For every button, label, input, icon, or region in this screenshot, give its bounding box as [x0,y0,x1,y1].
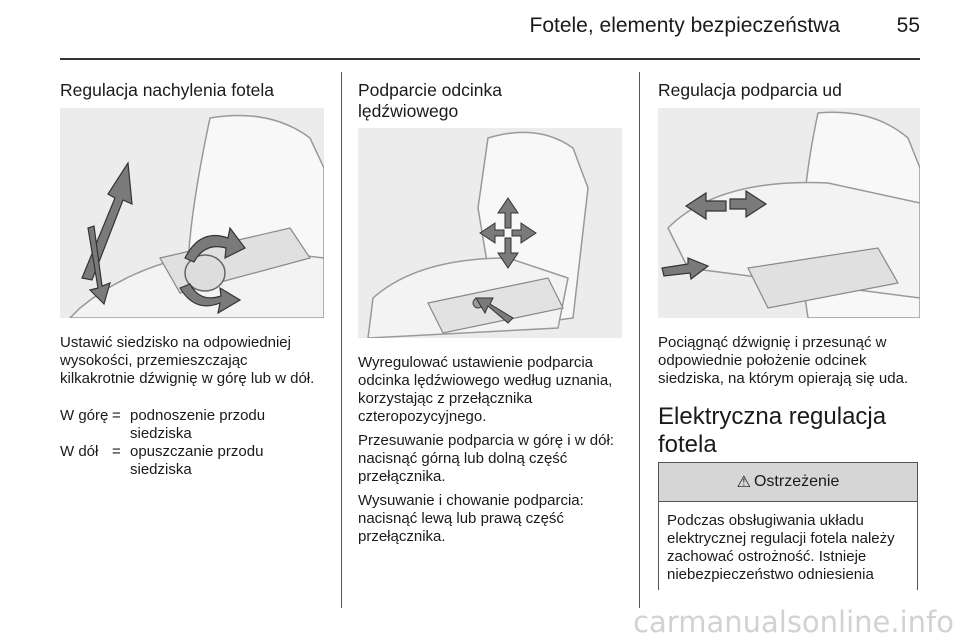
watermark: carmanualsonline.info [633,605,954,639]
definition-description: opuszczanie przodu siedziska [130,443,264,478]
warning-triangle-icon: ⚠ [736,474,751,491]
lumbar-paragraph-1: Wyregulować ustawienie podparcia odcinka lędźwiowego według uznania, korzystając z przełącznika czteropozycyjnego. [358,354,613,425]
warning-title: Ostrzeżenie [753,473,840,490]
column-seat-tilt [60,80,330,101]
heading-lumbar-support: Podparcie odcinka lędźwiowego [358,80,502,121]
warning-header [659,463,917,502]
column-lumbar [358,80,628,122]
seat-tilt-illustration [60,108,324,318]
definition-term: W dół [60,443,99,460]
heading-seat-tilt: Regulacja nachylenia fotela [60,80,275,100]
definition-row-up [60,407,322,443]
column-divider-1 [341,72,342,608]
column-divider-2 [639,72,640,608]
definition-equals: = [112,443,121,460]
heading-thigh-support: Regulacja podparcia ud [658,80,842,100]
header-rule [60,58,920,60]
definition-row-down [60,443,322,479]
warning-text: Podczas obsługiwania układu elektrycznej regulacji fotela należy zachować ostrożność. Istnieje niebezpieczeństwo odniesienia [667,512,895,583]
lumbar-paragraph-3: Wysuwanie i chowanie podparcia: nacisnąć lewą lub prawą część przełącznika. [358,492,584,545]
warning-box [658,462,918,590]
thigh-support-text [658,334,920,388]
heading-electric-adjustment: Elektryczna regulacja fotela [658,403,887,458]
definition-description: podnoszenie przodu siedziska [130,407,266,442]
lumbar-illustration [358,128,622,338]
seat-tilt-text [60,334,322,388]
column-thigh-support [658,80,920,101]
definition-term: W górę [60,407,109,424]
lumbar-paragraph-2: Przesuwanie podparcia w górę i w dół: nacisnąć górną lub dolną część przełącznika. [358,432,614,485]
page-number: 55 [896,14,920,37]
definition-equals: = [112,407,121,424]
thigh-support-paragraph: Pociągnąć dźwignię i przesunąć w odpowiednie położenie odcinek siedziska, na którym opierają się uda. [658,334,909,387]
running-header-title: Fotele, elementy bezpieczeństwa [529,14,840,37]
lumbar-text [358,354,622,546]
seat-tilt-paragraph: Ustawić siedzisko na odpowiedniej wysokości, przemieszczając kilkakrotnie dźwignię w górę lub w dół. [60,334,315,387]
thigh-support-illustration [658,108,920,318]
